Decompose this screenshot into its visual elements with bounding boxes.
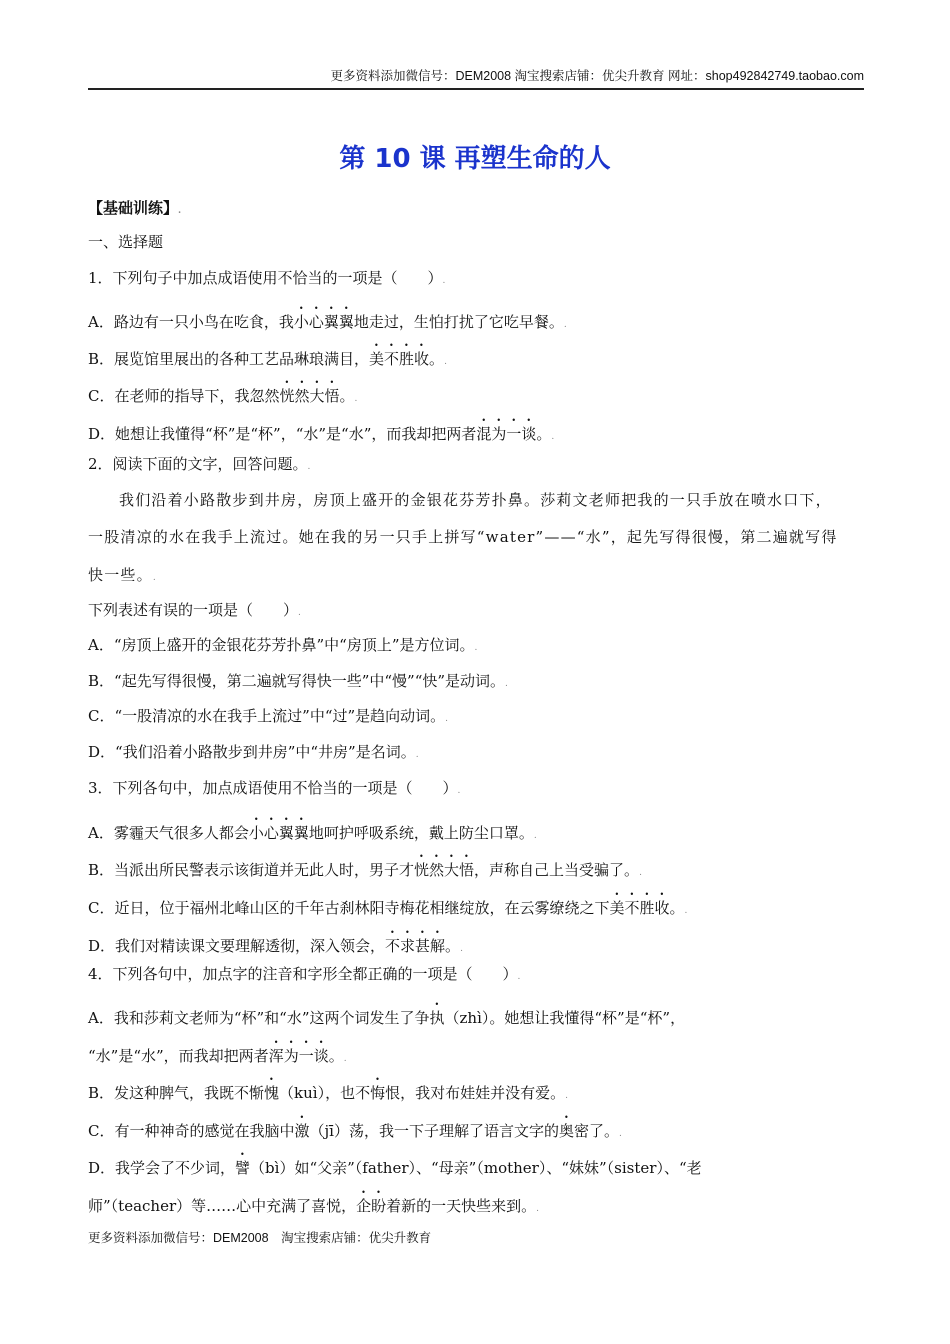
q4-stem: 4．下列各句中，加点字的注音和字形全都正确的一项是（ ）. bbox=[88, 965, 521, 983]
q3-option-c: C．近日，位于福州北峰山区的千年古刹林阳寺梅花相继绽放，在云雾缭绕之下美不胜收。. bbox=[88, 899, 688, 917]
part-heading: 一、选择题 bbox=[88, 233, 164, 251]
q2-option-c: C．“一股清凉的水在我手上流过”中“过”是趋向动词。. bbox=[88, 707, 449, 725]
q4-option-c: C．有一种神奇的感觉在我脑中激（jī）荡，我一下子理解了语言文字的奥密了。. bbox=[88, 1122, 622, 1140]
q2-option-b: B．“起先写得很慢，第二遍就写得快一些”中“慢”“快”是动词。. bbox=[88, 672, 508, 690]
q2-passage-line-1: 我们沿着小路散步到井房，房顶上盛开的金银花芬芳扑鼻。莎莉文老师把我的一只手放在喷水口下， bbox=[119, 491, 832, 509]
page-header: 更多资料添加微信号：DEM2008 淘宝搜索店铺：优尖升教育 网址：shop492842749.taobao.com bbox=[88, 66, 864, 90]
q1-option-b: B．展览馆里展出的各种工艺品琳琅满目，美不胜收。. bbox=[88, 350, 447, 368]
q2-stem: 2．阅读下面的文字，回答问题。. bbox=[88, 455, 311, 473]
q1-option-c: C．在老师的指导下，我忽然恍然大悟。. bbox=[88, 387, 358, 405]
q4-option-a-line-1: A．我和莎莉文老师为“杯”和“水”这两个词发生了争执（zhì）。她想让我懂得“杯”是“杯”， bbox=[88, 1009, 686, 1027]
q2-option-a: A．“房顶上盛开的金银花芬芳扑鼻”中“房顶上”是方位词。. bbox=[88, 636, 478, 654]
q3-stem: 3．下列各句中，加点成语使用不恰当的一项是（ ）. bbox=[88, 779, 461, 797]
q3-option-b: B．当派出所民警表示该街道并无此人时，男子才恍然大悟，声称自己上当受骗了。. bbox=[88, 861, 642, 879]
q2-option-d: D．“我们沿着小路散步到井房”中“井房”是名词。. bbox=[88, 743, 419, 761]
q4-option-d-line-1: D．我学会了不少词，譬（bì）如“父亲”（father）、“母亲”（mother）、“妹妹”（sister）、“老 bbox=[88, 1159, 702, 1177]
page-footer: 更多资料添加微信号：DEM2008 淘宝搜索店铺：优尖升教育 bbox=[88, 1231, 432, 1245]
section-heading: 【基础训练】. bbox=[88, 199, 182, 217]
q2-passage-line-3: 快一些。. bbox=[88, 566, 157, 584]
q4-option-d-line-2: 师”（teacher）等……心中充满了喜悦，企盼着新的一天快些来到。. bbox=[88, 1197, 540, 1215]
q1-stem: 1．下列句子中加点成语使用不恰当的一项是（ ）. bbox=[88, 269, 446, 287]
q3-option-a: A．雾霾天气很多人都会小心翼翼地呵护呼吸系统，戴上防尘口罩。. bbox=[88, 824, 537, 842]
q4-option-a-line-2: “水”是“水”，而我却把两者浑为一谈。. bbox=[88, 1047, 347, 1065]
q2-passage-line-2: 一股清凉的水在我手上流过。她在我的另一只手上拼写“water”——“水”，起先写得很慢，第二遍就写得 bbox=[88, 528, 838, 546]
page-title: 第 10 课 再塑生命的人 bbox=[339, 144, 611, 174]
q2-ask: 下列表述有误的一项是（ ）. bbox=[88, 601, 301, 619]
q4-option-b: B．发这种脾气，我既不惭愧（kuì），也不悔恨，我对布娃娃并没有爱。. bbox=[88, 1084, 569, 1102]
q1-option-a: A．路边有一只小鸟在吃食，我小心翼翼地走过，生怕打扰了它吃早餐。. bbox=[88, 313, 567, 331]
q3-option-d: D．我们对精读课文要理解透彻，深入领会，不求甚解。. bbox=[88, 937, 463, 955]
q1-option-d: D．她想让我懂得“杯”是“杯”，“水”是“水”，而我却把两者混为一谈。. bbox=[88, 425, 555, 443]
